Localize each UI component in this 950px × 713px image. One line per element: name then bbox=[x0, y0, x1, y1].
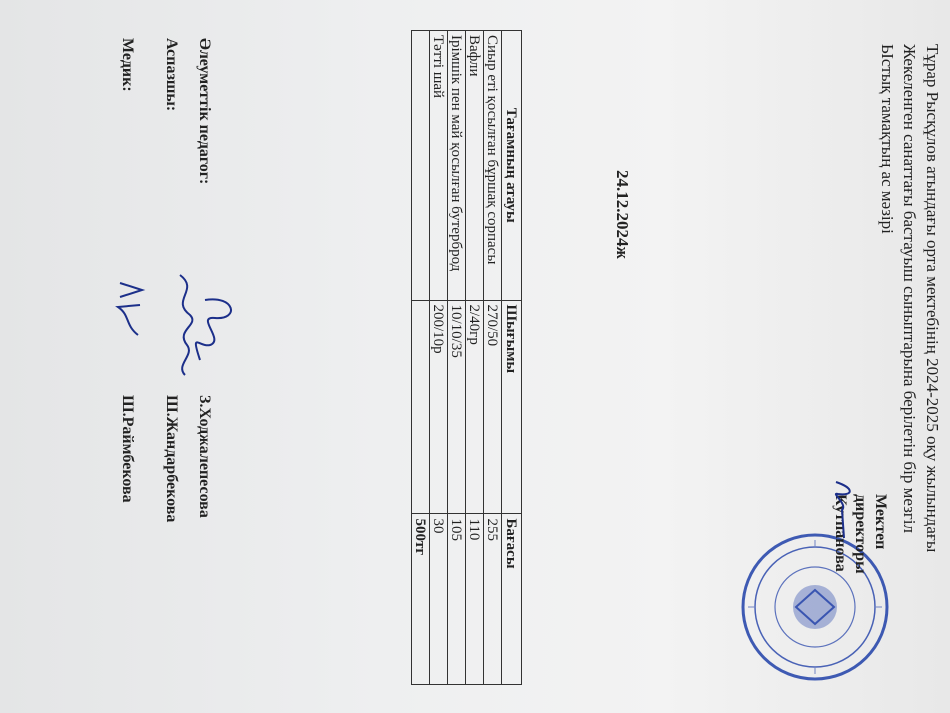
dish-name: Вафли bbox=[466, 31, 484, 301]
social-pedagogue-label: Әлеуметтік педагог: bbox=[196, 38, 213, 185]
nurse-name: Ш.Раймбекова bbox=[119, 395, 136, 503]
header-line-3: Ыстық тамақтың ас мәзірі bbox=[878, 44, 897, 234]
header-line-2: Жекеленген санаттағы бастауыш сыныптарына берілетін бір мезгіл bbox=[900, 44, 919, 533]
header-price: Бағасы bbox=[502, 514, 522, 685]
header-line-1: Тұрар Рысқұлов атындағы орта мектебінің 2024-2025 оқу жылындағы bbox=[923, 44, 942, 553]
dish-yield: 270/50 bbox=[484, 300, 502, 514]
cook-name: Ш.Жандарбекова bbox=[163, 395, 180, 523]
dish-name: Тәтті шай bbox=[430, 31, 448, 301]
table-row bbox=[430, 31, 448, 685]
dish-price: 30 bbox=[430, 514, 448, 685]
cook-label: Аспазшы: bbox=[163, 38, 180, 112]
table-row bbox=[484, 31, 502, 685]
nurse-signature bbox=[110, 275, 150, 345]
dish-price: 105 bbox=[448, 514, 466, 685]
approval-line-3: Кутпанова bbox=[832, 494, 849, 572]
total-empty-2 bbox=[412, 300, 430, 514]
menu-table bbox=[411, 30, 522, 685]
table-header-row bbox=[502, 31, 522, 685]
dish-name: Ірімшік пен май қосылған бутерброд bbox=[448, 31, 466, 301]
total-row bbox=[412, 31, 430, 685]
table-row bbox=[448, 31, 466, 685]
dish-price: 110 bbox=[466, 514, 484, 685]
social-pedagogue-name: З.Ходжалепесова bbox=[196, 395, 213, 518]
dish-price: 255 bbox=[484, 514, 502, 685]
header-yield: Шығымы bbox=[502, 300, 522, 514]
dish-yield: 10/10/35 bbox=[448, 300, 466, 514]
director-signature bbox=[828, 478, 858, 548]
total-price: 500тг bbox=[412, 514, 430, 685]
cook-signature bbox=[165, 270, 205, 380]
approval-line-1: Мектеп bbox=[872, 494, 889, 550]
dish-yield: 2/40гр bbox=[466, 300, 484, 514]
dish-name: Сиыр еті қосылған бұршақ сорпасы bbox=[484, 31, 502, 301]
total-empty-1 bbox=[412, 31, 430, 301]
table-row bbox=[466, 31, 484, 685]
menu-date: 24.12.2024ж bbox=[613, 170, 632, 259]
nurse-label: Медик: bbox=[119, 38, 136, 92]
dish-yield: 200/10р bbox=[430, 300, 448, 514]
header-dish: Тағамның атауы bbox=[502, 31, 522, 301]
approval-line-2: директоры bbox=[852, 494, 869, 574]
